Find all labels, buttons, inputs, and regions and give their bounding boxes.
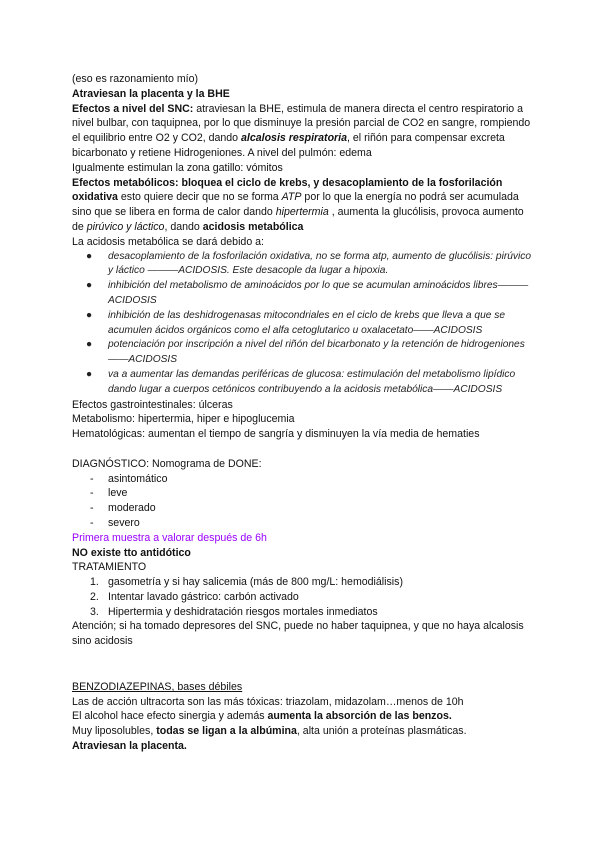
note-line: (eso es razonamiento mío) bbox=[72, 73, 199, 85]
hemato-line: Hematológicas: aumentan el tiempo de sangría y disminuyen la vía media de hematies bbox=[72, 428, 480, 441]
snc-label: Efectos a nivel del SNC: bbox=[72, 102, 194, 115]
benzo-heading: BENZODIAZEPINAS, bases débiles bbox=[72, 680, 243, 693]
antidoto-line: NO existe tto antidótico bbox=[72, 546, 191, 559]
metabolic-label: Efectos metabólicos: bloquea el ciclo de krebs, y desacoplamiento de la fosforilación oxidativa bbox=[72, 176, 503, 204]
acidosis-list bbox=[72, 250, 532, 398]
metabolic-paragraph bbox=[72, 176, 532, 235]
benzo-line-4: Atraviesan la placenta. bbox=[72, 740, 187, 753]
document-page bbox=[72, 72, 532, 754]
benzo-line-3-text-2: , alta unión a proteínas plasmáticas. bbox=[296, 725, 467, 738]
list-item-text: va a aumentar las demandas periféricas de glucosa: estimulación del metabolismo lipídico dando lugar a cuerpos cetónicos contribuyendo a la acidosis metabólica——ACIDOSIS bbox=[108, 368, 516, 395]
benzo-line-2 bbox=[72, 709, 532, 724]
piruvico-term: pirúvico y láctico bbox=[86, 220, 165, 233]
primera-muestra-line: Primera muestra a valorar después de 6h bbox=[72, 531, 267, 544]
list-item: - moderado bbox=[90, 502, 156, 515]
metab-text-2: por lo que la energía no podrá ser acumulada sino que se libera en forma de calor dando bbox=[72, 191, 519, 219]
list-item-text: inhibición de las deshidrogenasas mitocondriales en el ciclo de krebs que lleva a que se acumulen ácidos orgánicos como el alfa cetoglutarico u oxalacetato——ACIDOSIS bbox=[108, 309, 505, 336]
list-item: - asintomático bbox=[90, 472, 168, 485]
acidosis-term: acidosis metabólica bbox=[202, 220, 304, 233]
list-item-text: severo bbox=[108, 516, 140, 529]
list-item-text: asintomático bbox=[108, 472, 168, 485]
list-item-text: Hipertermia y deshidratación riesgos mortales inmediatos bbox=[108, 605, 378, 618]
list-item-text: moderado bbox=[108, 502, 156, 515]
list-item-text: inhibición del metabolismo de aminoácidos por lo que se acumulan aminoácidos libres———ACIDOSIS bbox=[108, 280, 529, 306]
list-item: 3. Hipertermia y deshidratación riesgos mortales inmediatos bbox=[90, 605, 378, 618]
metab-text-3: , aumenta la glucólisis, provoca aumento de bbox=[72, 206, 524, 233]
hipertermia-term: hipertermia bbox=[275, 206, 329, 219]
heading-placenta: Atraviesan la placenta y la BHE bbox=[72, 87, 230, 100]
list-item: ● va a aumentar las demandas periféricas de glucosa: estimulación del metabolismo lipídico dando lugar a cuerpos cetónicos contribuyendo a la acidosis metabólica——ACIDOSIS bbox=[86, 368, 516, 395]
list-item: ● inhibición de las deshidrogenasas mitocondriales en el ciclo de krebs que lleva a que se acumulen ácidos orgánicos como el alfa cetoglutarico u oxalacetato——ACIDOSIS bbox=[86, 309, 505, 336]
list-item: - severo bbox=[90, 516, 140, 529]
benzo-line-2-text: El alcohol hace efecto sinergia y además bbox=[72, 710, 268, 723]
benzo-line-1: Las de acción ultracorta son las más tóxicas: triazolam, midazolam…menos de 10h bbox=[72, 695, 464, 708]
list-item: ● inhibición del metabolismo de aminoácidos por lo que se acumulan aminoácidos libres———ACIDOSIS bbox=[86, 280, 529, 306]
list-item: 1. gasometría y si hay salicemia (más de 800 mg/L: hemodiálisis) bbox=[90, 576, 403, 589]
alcalosis-term: alcalosis respiratoria bbox=[241, 132, 348, 145]
benzo-line-3-text-1: Muy liposolubles, bbox=[72, 725, 157, 738]
list-item-text: desacoplamiento de la fosforilación oxidativa, no se forma atp, aumento de glucólisis: pirúvico y láctico ———ACIDOSIS. Este desacople da lugar a hipoxia. bbox=[108, 250, 532, 277]
list-item: 2. Intentar lavado gástrico: carbón activado bbox=[90, 590, 299, 603]
list-item-text: Intentar lavado gástrico: carbón activado bbox=[108, 590, 299, 603]
list-item-text: leve bbox=[108, 487, 128, 500]
list-item: - leve bbox=[90, 487, 128, 500]
gatillo-line: Igualmente estimulan la zona gatillo: vómitos bbox=[72, 161, 283, 174]
severity-list bbox=[72, 472, 532, 531]
snc-text-2: , el riñón para compensar excreta bicarbonato y retiene Hidrogeniones. A nivel del pulmón: edema bbox=[72, 132, 505, 159]
list-item-text: potenciación por inscripción a nivel del riñón del bicarbonato y la retención de hidrogeniones——ACIDOSIS bbox=[108, 339, 525, 366]
list-item-text: gasometría y si hay salicemia (más de 800 mg/L: hemodiálisis) bbox=[108, 576, 403, 589]
benzo-line-3 bbox=[72, 724, 532, 739]
acidosis-intro: La acidosis metabólica se dará debido a: bbox=[72, 235, 264, 248]
atp-term: ATP bbox=[281, 191, 302, 204]
list-item: ● potenciación por inscripción a nivel del riñón del bicarbonato y la retención de hidrogeniones——ACIDOSIS bbox=[86, 339, 525, 366]
snc-paragraph bbox=[72, 102, 532, 161]
metabolismo-line: Metabolismo: hipertermia, hiper e hipoglucemia bbox=[72, 413, 295, 426]
metab-text-1: esto quiere decir que no se forma bbox=[117, 191, 282, 204]
benzo-line-3-bold: todas se ligan a la albúmina bbox=[156, 725, 297, 738]
tratamiento-list bbox=[72, 575, 532, 619]
list-item: ● desacoplamiento de la fosforilación oxidativa, no se forma atp, aumento de glucólisis: pirúvico y láctico ———ACIDOSIS. Este desacople da lugar a hipoxia. bbox=[86, 250, 532, 277]
metab-text-4: , dando bbox=[164, 220, 203, 233]
tratamiento-heading: TRATAMIENTO bbox=[72, 561, 147, 574]
benzo-line-2-bold: aumenta la absorción de las benzos. bbox=[267, 710, 452, 723]
diagnostico-heading: DIAGNÓSTICO: Nomograma de DONE: bbox=[72, 457, 262, 470]
gastro-line: Efectos gastrointestinales: úlceras bbox=[72, 398, 233, 411]
snc-text-1: atraviesan la BHE, estimula de manera directa el centro respiratorio a nivel bulbar, con taquipnea, por lo que disminuye la presión parcial de CO2 en sangre, rompiendo el equilibrio entre O2 y CO2, dando bbox=[72, 102, 531, 145]
atencion-line: Atención; si ha tomado depresores del SNC, puede no haber taquipnea, y que no haya alcalosis sino acidosis bbox=[72, 620, 524, 648]
